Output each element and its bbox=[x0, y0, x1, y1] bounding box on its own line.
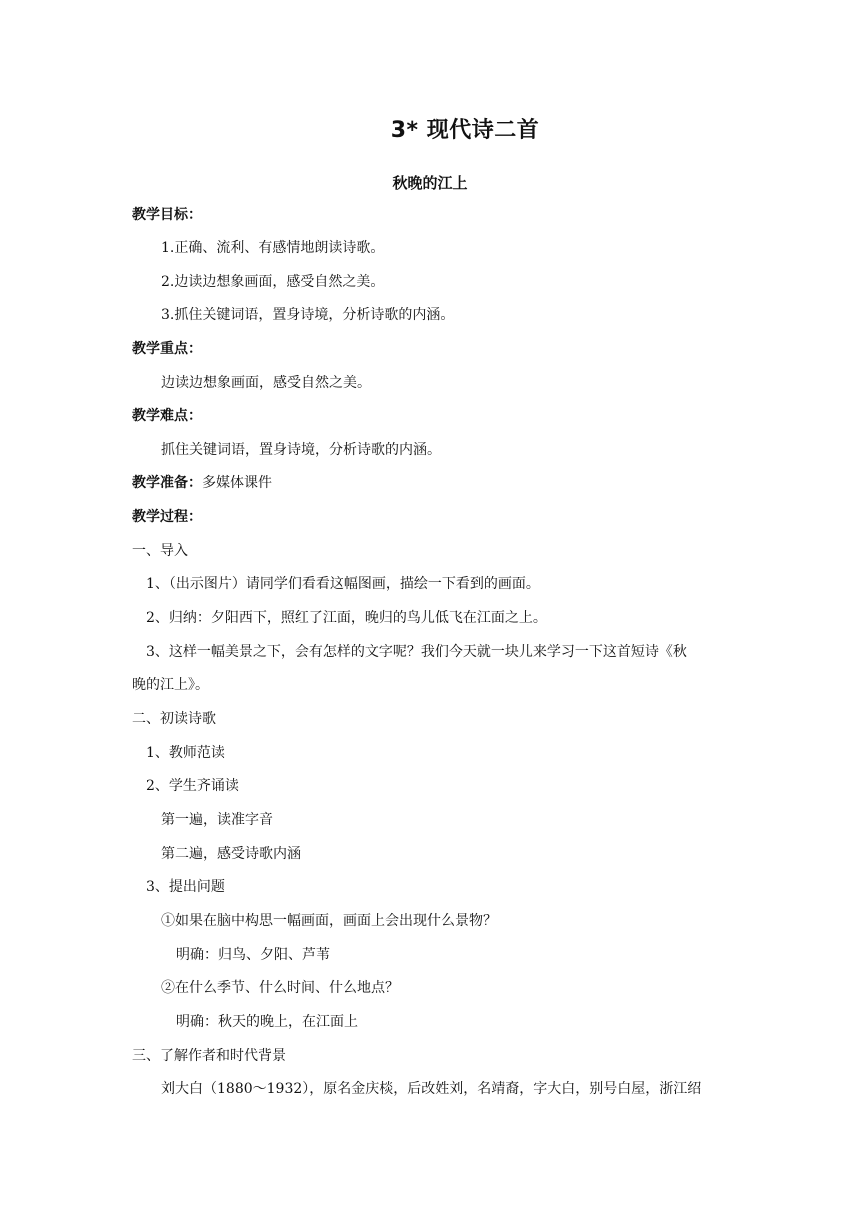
preparation-text: 多媒体课件 bbox=[202, 475, 272, 491]
list-item: 1、（出示图片）请同学们看看这幅图画，描绘一下看到的画面。 bbox=[146, 576, 540, 592]
paragraph: 刘大白（1880～1932），原名金庆棪，后改姓刘，名靖裔，字大白，别号白屋，浙江绍 bbox=[161, 1081, 702, 1097]
objective-item: 2.边读边想象画面，感受自然之美。 bbox=[161, 274, 385, 290]
section-title: 一、导入 bbox=[132, 543, 188, 559]
sub-item: 第二遍，感受诗歌内涵 bbox=[161, 846, 301, 862]
key-points-heading: 教学重点： bbox=[132, 341, 202, 357]
preparation-heading: 教学准备： bbox=[132, 475, 202, 491]
difficulties-heading: 教学难点： bbox=[132, 408, 202, 424]
sub-item: 第一遍，读准字音 bbox=[161, 812, 273, 828]
list-item: 1、教师范读 bbox=[146, 745, 225, 761]
list-item: 3、提出问题 bbox=[146, 879, 225, 895]
difficulties-text: 抓住关键词语，置身诗境，分析诗歌的内涵。 bbox=[161, 442, 441, 458]
objective-item: 1.正确、流利、有感情地朗读诗歌。 bbox=[161, 240, 385, 256]
question: ②在什么季节、什么时间、什么地点？ bbox=[161, 980, 399, 996]
list-item-continued: 晚的江上》。 bbox=[132, 677, 209, 693]
list-item: 2、归纳：夕阳西下，照红了江面，晚归的鸟儿低飞在江面之上。 bbox=[146, 610, 547, 626]
list-item: 3、这样一幅美景之下，会有怎样的文字呢？我们今天就一块儿来学习一下这首短诗《秋 bbox=[146, 644, 687, 660]
answer: 明确：秋天的晚上，在江面上 bbox=[176, 1014, 358, 1030]
process-heading: 教学过程： bbox=[132, 509, 202, 525]
objective-item: 3.抓住关键词语，置身诗境，分析诗歌的内涵。 bbox=[161, 307, 455, 323]
preparation-line bbox=[132, 473, 272, 493]
poem-title: 秋晚的江上 bbox=[392, 174, 468, 192]
answer: 明确：归鸟、夕阳、芦苇 bbox=[176, 947, 330, 963]
page-title: 3* 现代诗二首 bbox=[390, 118, 540, 143]
question: ①如果在脑中构思一幅画面，画面上会出现什么景物？ bbox=[161, 913, 497, 929]
section-title: 二、初读诗歌 bbox=[132, 711, 216, 727]
key-points-text: 边读边想象画面，感受自然之美。 bbox=[161, 375, 371, 391]
section-title: 三、了解作者和时代背景 bbox=[132, 1048, 286, 1064]
objectives-heading: 教学目标： bbox=[132, 207, 202, 223]
list-item: 2、学生齐诵读 bbox=[146, 778, 239, 794]
